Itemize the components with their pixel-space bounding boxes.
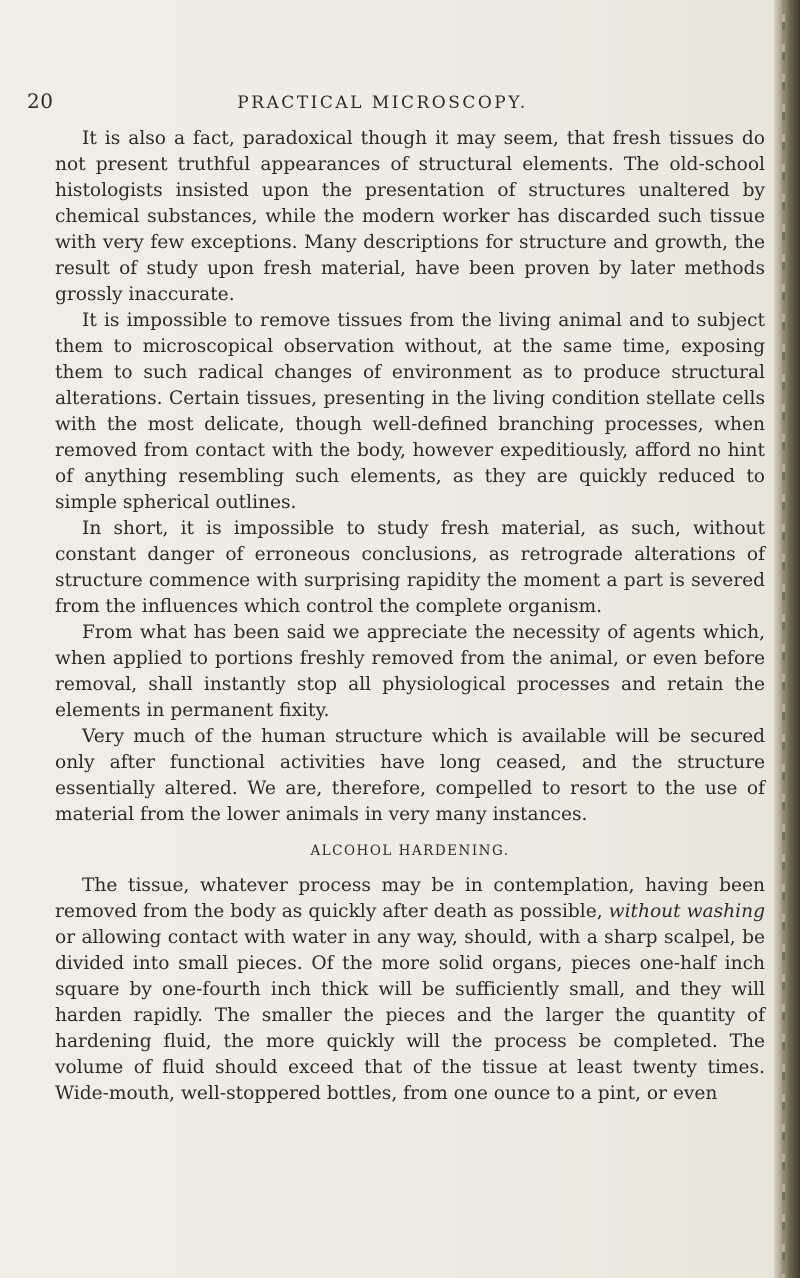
paragraph-human-structure: Very much of the human structure which is available will be secured only after functional activities have long ceased, and the structure essentially altered. We are, therefore, compelled to resort to the use of material from the lower animals in very many instances.	[55, 726, 765, 825]
alcohol-text-end: or allowing contact with water in any way, should, with a sharp scalpel, be divided into small pieces. Of the more solid organs, pieces one-half inch square by one-fourth inch thick will be sufficiently small, and they will harden rapidly. The smaller the pieces and the larger the quantity of hardening fluid, the more quickly will the process be completed. The volume of fluid should exceed that of the tissue at least twenty times. Wide-mouth, well-stoppered bottles, from one ounce to a pint, or even	[55, 927, 765, 1104]
alcohol-text-start: The tissue, whatever process may be in contemplation, having been removed from the body as quickly after death as possible,	[55, 875, 765, 922]
paragraph-agents-necessity: From what has been said we appreciate the necessity of agents which, when applied to portions freshly removed from the animal, or even before removal, shall instantly stop all physiological processes and retain the elements in permanent fixity.	[55, 622, 765, 721]
book-spine-edge	[774, 0, 800, 1278]
paragraph-fresh-tissues: It is also a fact, paradoxical though it may seem, that fresh tissues do not present truthful appearances of structural elements. The old-school histologists insisted upon the presentation of structures unaltered by chemical substances, while the modern worker has discarded such tissue with very few exceptions. Many descriptions for structure and growth, the result of study upon fresh material, have been proven by later methods grossly inaccurate.	[55, 128, 765, 305]
body-text	[55, 126, 765, 1107]
running-head: PRACTICAL MICROSCOPY.	[237, 93, 528, 113]
page-number: 20	[27, 89, 54, 113]
paragraph-in-short: In short, it is impossible to study fresh material, as such, without constant danger of erroneous conclusions, as retrograde alterations of structure commence with surprising rapidity the moment a part is severed from the influences which control the complete organism.	[55, 518, 765, 617]
italic-without-washing: without washing	[608, 901, 765, 922]
paragraph-alcohol-hardening	[55, 873, 765, 1107]
section-heading-alcohol-hardening: ALCOHOL HARDENING.	[310, 843, 510, 859]
paragraph-impossible-to-remove: It is impossible to remove tissues from the living animal and to subject them to microscopical observation without, at the same time, exposing them to such radical changes of environment as to produce structural alterations. Certain tissues, presenting in the living condition stellate cells with the most delicate, though well-defined branching processes, when removed from contact with the body, however expeditiously, afford no hint of anything resembling such elements, as they are quickly reduced to simple spherical outlines.	[55, 310, 765, 513]
